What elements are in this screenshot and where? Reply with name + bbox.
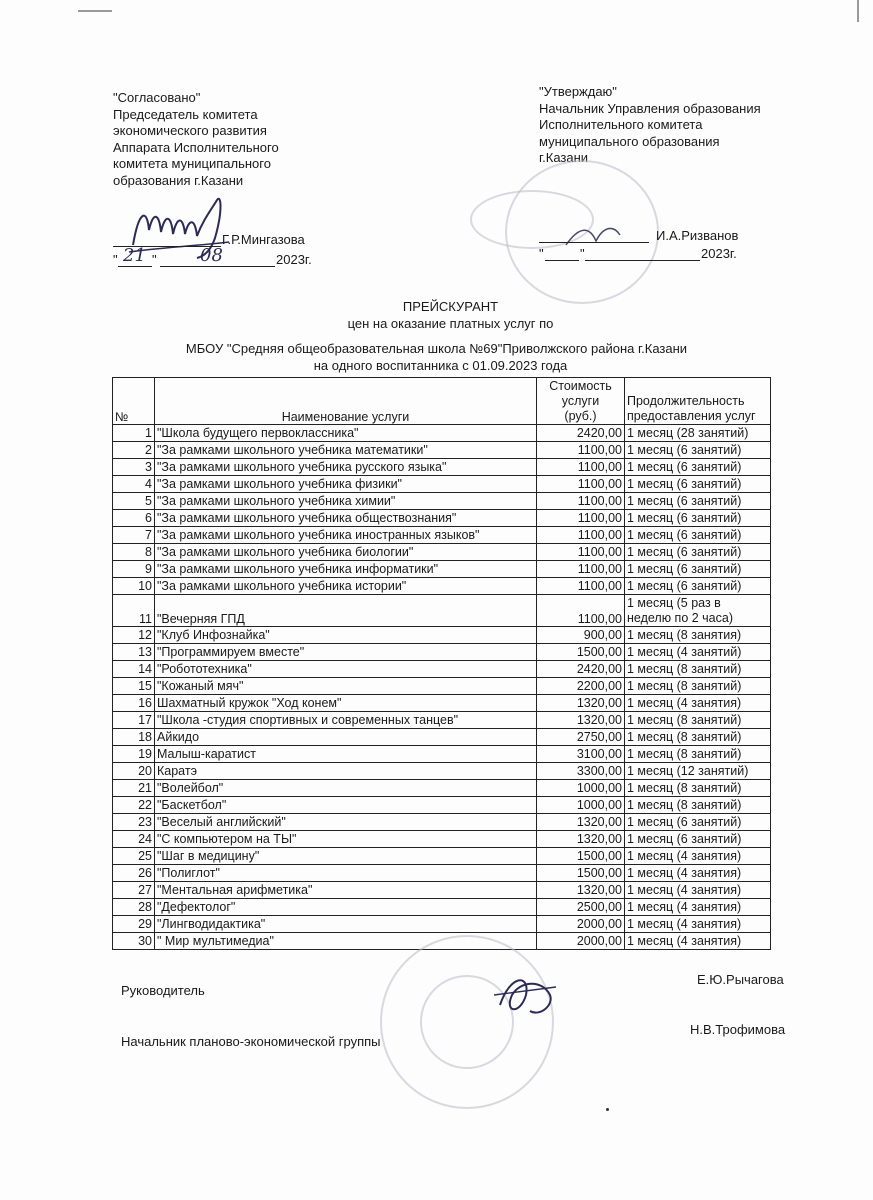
service-duration: 1 месяц (8 занятий) [625,678,771,695]
director-label: Руководитель [121,983,205,998]
school-name: МБОУ "Средняя общеобразовательная школа №69"Приволжского района г.Казани [185,341,688,356]
scan-speck [606,1108,609,1111]
service-price: 1100,00 [537,561,625,578]
service-price: 1500,00 [537,865,625,882]
service-price: 2420,00 [537,661,625,678]
service-name: "Лингводидактика" [155,916,537,933]
service-name: "Дефектолог" [155,899,537,916]
service-name: Каратэ [155,763,537,780]
table-row [113,627,771,644]
service-name: "Шаг в медицину" [155,848,537,865]
row-number: 27 [113,882,155,899]
table-row [113,780,771,797]
service-duration: 1 месяц (4 занятия) [625,848,771,865]
table-row [113,425,771,442]
header-duration-line: Продолжительность [627,394,745,408]
table-row [113,763,771,780]
left-date-month-line [160,266,275,267]
price-table [112,377,771,950]
approval-left-line: Аппарата Исполнительного [113,139,279,155]
service-name: "Школа будущего первоклассника" [155,425,537,442]
right-date-quote-open: " [539,246,544,261]
service-price: 1320,00 [537,882,625,899]
service-price: 900,00 [537,627,625,644]
table-row [113,712,771,729]
row-number: 3 [113,459,155,476]
service-duration: 1 месяц (6 занятий) [625,493,771,510]
approval-left-line: комитета муниципального [113,156,271,171]
service-name: "За рамками школьного учебника обществознания" [155,510,537,527]
service-price: 3100,00 [537,746,625,763]
right-date-quote-close: " [580,246,585,261]
table-row [113,510,771,527]
service-name: "За рамками школьного учебника русского языка" [155,459,537,476]
service-price: 1500,00 [537,848,625,865]
service-duration: 1 месяц (6 занятий) [625,527,771,544]
header-price-line: Стоимость [549,379,612,393]
header-price-line: услуги [561,394,600,408]
service-name: "Полиглот" [155,865,537,882]
table-row [113,493,771,510]
row-number: 13 [113,644,155,661]
service-duration: 1 месяц (6 занятий) [625,459,771,476]
service-name: Малыш-каратист [155,746,537,763]
service-duration: 1 месяц (4 занятия) [625,882,771,899]
service-duration: 1 месяц (6 занятий) [625,442,771,459]
approval-right-line: Начальник Управления образования [539,100,761,116]
econ-group-name: Н.В.Трофимова [690,1022,786,1037]
document-title: ПРЕЙСКУРАНТ [402,299,499,314]
service-price: 1100,00 [537,493,625,510]
row-number: 11 [113,595,155,627]
service-price: 2000,00 [537,916,625,933]
table-header-row [113,378,771,425]
service-duration: 1 месяц (6 занятий) [625,561,771,578]
table-row [113,527,771,544]
approval-right-block [539,84,761,167]
header-price-line: (руб.) [564,409,597,423]
table-row [113,797,771,814]
approval-right-line: "Утверждаю" [539,84,617,99]
service-name: "Кожаный мяч" [155,678,537,695]
approval-right-line: муниципального образования [539,133,720,149]
table-row [113,459,771,476]
row-number: 14 [113,661,155,678]
service-duration: 1 месяц (6 занятий) [625,578,771,595]
table-row [113,746,771,763]
service-duration: 1 месяц (6 занятий) [625,510,771,527]
service-name: Шахматный кружок "Ход конем" [155,695,537,712]
table-row [113,695,771,712]
left-date-quote-close: " [152,252,157,267]
service-name: "Волейбол" [155,780,537,797]
service-price: 1100,00 [537,442,625,459]
approval-left-block [113,90,279,189]
service-duration: 1 месяц (8 занятий) [625,797,771,814]
table-row [113,916,771,933]
row-number: 10 [113,578,155,595]
service-duration: 1 месяц (28 занятий) [625,425,771,442]
right-date-day-line [545,260,579,261]
approval-left-line: образования г.Казани [113,172,244,188]
service-name: "За рамками школьного учебника физики" [155,476,537,493]
service-name: "Программируем вместе" [155,644,537,661]
row-number: 29 [113,916,155,933]
table-row [113,544,771,561]
service-duration: 1 месяц (8 занятий) [625,780,771,797]
service-name: "Ментальная арифметика" [155,882,537,899]
service-duration: 1 месяц (8 занятий) [625,746,771,763]
service-price: 3300,00 [537,763,625,780]
service-name: "Баскетбол" [155,797,537,814]
service-price: 1100,00 [537,595,625,627]
service-name: "Школа -студия спортивных и современных танцев" [155,712,537,729]
table-row [113,578,771,595]
header-duration [625,378,771,425]
service-name: "Клуб Инфознайка" [155,627,537,644]
service-name: "За рамками школьного учебника математики" [155,442,537,459]
right-date-month-line [585,260,700,261]
service-price: 1100,00 [537,510,625,527]
service-price: 1320,00 [537,712,625,729]
service-price: 2750,00 [537,729,625,746]
service-duration: 1 месяц (8 занятий) [625,712,771,729]
service-name: "За рамками школьного учебника биологии" [155,544,537,561]
service-name: "За рамками школьного учебника иностранных языков" [155,527,537,544]
service-price: 1320,00 [537,695,625,712]
director-name: Е.Ю.Рычагова [697,972,784,987]
service-duration: 1 месяц (6 занятий) [625,831,771,848]
service-duration: 1 месяц (4 занятий) [625,644,771,661]
service-price: 1000,00 [537,780,625,797]
right-date-year: 2023г. [701,246,737,261]
left-date-day-line [118,266,152,267]
row-number: 22 [113,797,155,814]
table-row [113,848,771,865]
table-row [113,814,771,831]
service-duration: 1 месяц (12 занятий) [625,763,771,780]
row-number: 4 [113,476,155,493]
service-price: 1100,00 [537,459,625,476]
approval-left-line: "Согласовано" [113,90,201,105]
approval-right-line: г.Казани [539,150,589,165]
service-name: "Вечерняя ГПД [155,595,537,627]
service-price: 1500,00 [537,644,625,661]
approval-right-line: Исполнительного комитета [539,117,703,132]
service-price: 1100,00 [537,544,625,561]
row-number: 19 [113,746,155,763]
right-signer-name: И.А.Ризванов [656,228,739,243]
service-price: 1100,00 [537,578,625,595]
row-number: 25 [113,848,155,865]
header-num: № [113,378,155,425]
row-number: 6 [113,510,155,527]
row-number: 17 [113,712,155,729]
document-subtitle: цен на оказание платных услуг по [347,316,554,331]
service-duration: 1 месяц (6 занятий) [625,476,771,493]
table-row [113,595,771,627]
row-number: 30 [113,933,155,950]
service-price: 1320,00 [537,814,625,831]
row-number: 8 [113,544,155,561]
table-row [113,561,771,578]
econ-group-label: Начальник планово-экономической группы [121,1034,381,1049]
row-number: 28 [113,899,155,916]
row-number: 2 [113,442,155,459]
service-price: 1000,00 [537,797,625,814]
table-row [113,644,771,661]
table-row [113,865,771,882]
table-row [113,661,771,678]
row-number: 18 [113,729,155,746]
service-duration: 1 месяц (8 занятий) [625,661,771,678]
service-duration: 1 месяц (4 занятия) [625,865,771,882]
table-row [113,831,771,848]
header-price [537,378,625,425]
left-date-month: 08 [200,245,223,266]
service-name: "Робототехника" [155,661,537,678]
service-price: 2500,00 [537,899,625,916]
row-number: 23 [113,814,155,831]
service-duration: 1 месяц (6 занятий) [625,814,771,831]
service-name: Айкидо [155,729,537,746]
row-number: 1 [113,425,155,442]
service-name: "За рамками школьного учебника истории" [155,578,537,595]
service-name: "За рамками школьного учебника химии" [155,493,537,510]
service-duration: 1 месяц (6 занятий) [625,544,771,561]
service-price: 1100,00 [537,476,625,493]
approval-left-line: Председатель комитета [113,106,258,122]
table-row [113,882,771,899]
row-number: 21 [113,780,155,797]
service-name: "Веселый английский" [155,814,537,831]
service-price: 1100,00 [537,527,625,544]
left-date-year: 2023г. [276,252,312,267]
row-number: 20 [113,763,155,780]
service-name: "За рамками школьного учебника информатики" [155,561,537,578]
table-row [113,729,771,746]
left-date-day: 21 [123,245,146,266]
row-number: 15 [113,678,155,695]
header-duration-line: предоставления услуг [627,409,756,423]
service-duration: 1 месяц (4 занятия) [625,695,771,712]
table-row [113,442,771,459]
service-duration: 1 месяц (8 занятий) [625,729,771,746]
service-price: 2200,00 [537,678,625,695]
table-row [113,899,771,916]
left-signer-name: Г.Р.Мингазова [222,232,305,247]
service-price: 2420,00 [537,425,625,442]
row-number: 7 [113,527,155,544]
row-number: 12 [113,627,155,644]
service-duration: 1 месяц (5 раз в неделю по 2 часа) [625,595,771,627]
service-duration: 1 месяц (8 занятия) [625,627,771,644]
approval-left-line: экономического развития [113,123,267,138]
table-row [113,678,771,695]
service-duration: 1 месяц (4 занятия) [625,933,771,950]
scan-edge-top [78,10,112,12]
service-price: 1320,00 [537,831,625,848]
director-signature [490,965,560,1025]
row-number: 9 [113,561,155,578]
row-number: 26 [113,865,155,882]
row-number: 24 [113,831,155,848]
row-number: 16 [113,695,155,712]
service-name: "С компьютером на ТЫ" [155,831,537,848]
header-name: Наименование услуги [155,378,537,425]
service-duration: 1 месяц (4 занятия) [625,916,771,933]
effective-date-line: на одного воспитанника с 01.09.2023 года [313,358,568,373]
service-name: " Мир мультимедиа" [155,933,537,950]
row-number: 5 [113,493,155,510]
service-price: 2000,00 [537,933,625,950]
scan-edge-right [857,0,859,22]
service-duration: 1 месяц (4 занятия) [625,899,771,916]
right-signature-line [539,242,649,243]
left-date-quote-open: " [113,252,118,267]
table-row [113,476,771,493]
right-signature [560,215,630,255]
